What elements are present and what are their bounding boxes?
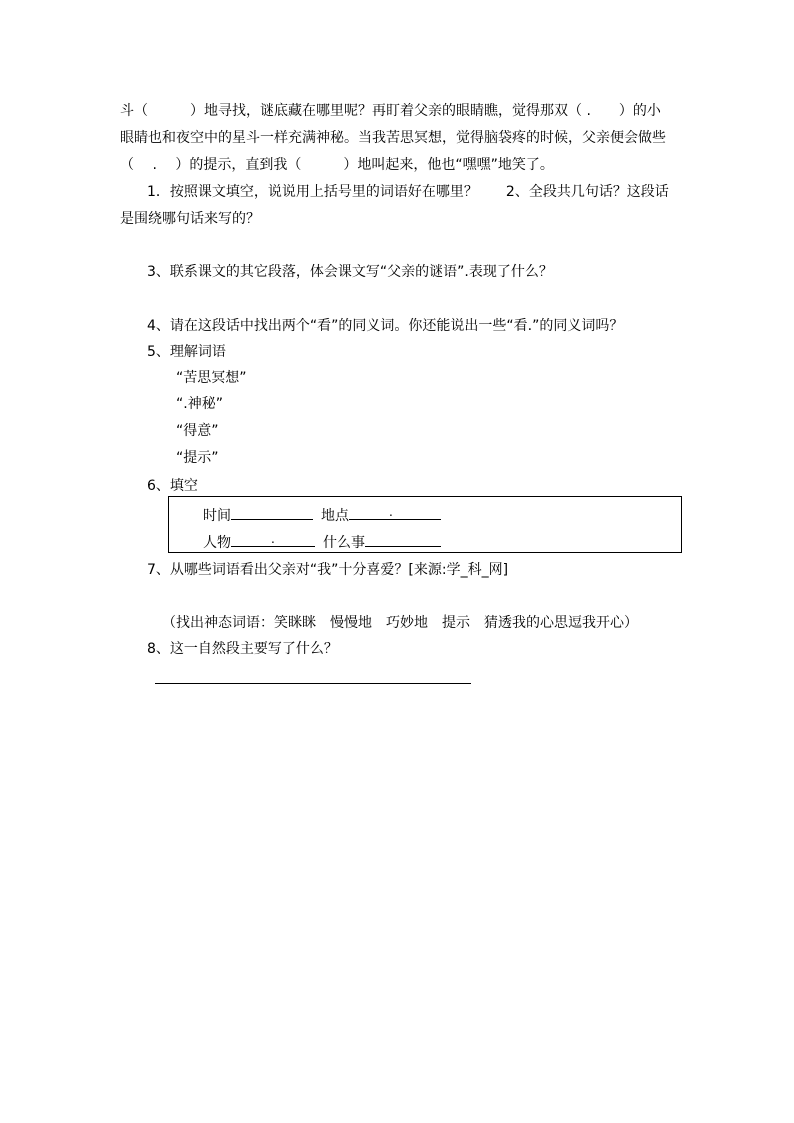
passage-line-1: 斗（ ）地寻找，谜底藏在哪里呢？再盯着父亲的眼睛瞧，觉得那双（ . ）的小: [120, 103, 661, 119]
question-2-continued: 是围绕哪句话来写的？: [120, 211, 260, 227]
passage-line-2: 眼睛也和夜空中的星斗一样充满神秘。当我苦思冥想，觉得脑袋疼的时候，父亲便会做些: [120, 130, 666, 146]
word-item: “得意”: [176, 423, 219, 439]
question-8: 8、这一自然段主要写了什么？: [147, 641, 338, 657]
time-blank[interactable]: [231, 505, 313, 520]
question-7: 7、从哪些词语看出父亲对“我”十分喜爱？[来源:学_科_网]: [147, 562, 509, 578]
question-4: 4、请在这段话中找出两个“看”的同义词。你还能说出一些“看.”的同义词吗？: [147, 318, 624, 334]
people-mark: .: [271, 532, 275, 546]
place-mark: .: [389, 505, 393, 519]
question-6: 6、填空: [147, 478, 198, 494]
question-3: 3、联系课文的其它段落，体会课文写“父亲的谜语”.表现了什么？: [147, 264, 553, 280]
word-item: “提示”: [176, 450, 219, 466]
word-item: “.神秘”: [176, 396, 223, 412]
fill-row-2: [203, 532, 441, 552]
question-7-hint: （找出神态词语：笑眯眯 慢慢地 巧妙地 提示 猜透我的心思逗我开心）: [162, 615, 638, 631]
people-blank[interactable]: [231, 532, 315, 547]
event-label: 什么事: [323, 535, 365, 551]
place-blank[interactable]: [349, 505, 441, 520]
passage-line-3: （ . ）的提示，直到我（ ）地叫起来，他也“嘿嘿”地笑了。: [120, 157, 554, 173]
fill-in-table: [168, 496, 682, 553]
word-item: “苦思冥想”: [176, 370, 247, 386]
people-label: 人物: [203, 535, 231, 551]
time-label: 时间: [203, 508, 231, 524]
answer-line[interactable]: [155, 683, 471, 684]
question-1-2: 1．按照课文填空，说说用上括号里的词语好在哪里？ 2、全段共几句话？这段话: [147, 184, 669, 200]
question-5: 5、理解词语: [147, 344, 226, 360]
fill-row-1: [203, 505, 441, 525]
event-blank[interactable]: [365, 532, 441, 547]
place-label: 地点: [321, 508, 349, 524]
